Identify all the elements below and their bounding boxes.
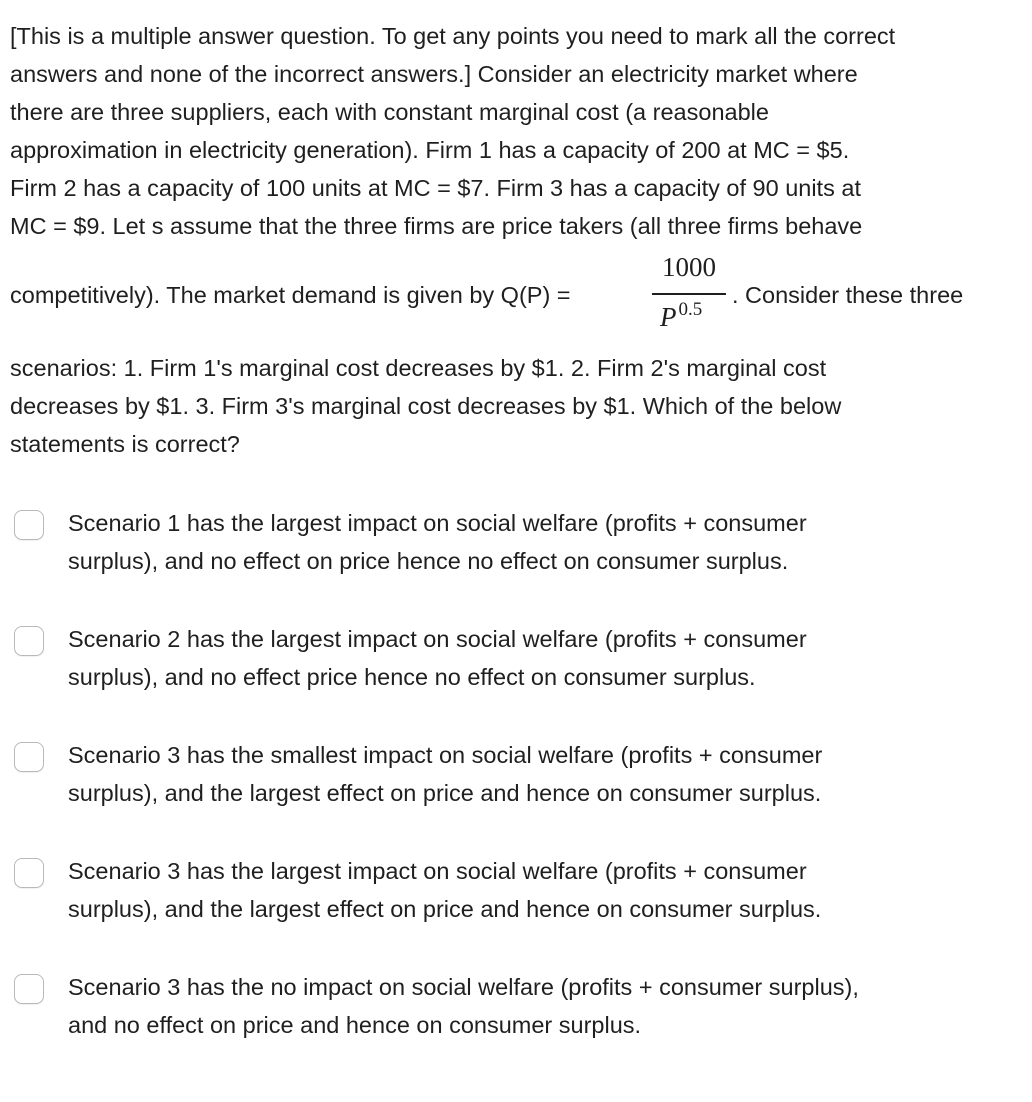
question-line: approximation in electricity generation). Firm 1 has a capacity of 200 at MC = $5. xyxy=(10,137,850,163)
answer-checkbox-3[interactable] xyxy=(14,742,44,772)
answer-option-4[interactable] xyxy=(14,854,1014,934)
question-line: decreases by $1. 3. Firm 3's marginal cost decreases by $1. Which of the below xyxy=(10,393,842,419)
question-line: statements is correct? xyxy=(10,431,240,457)
answer-line: and no effect on price and hence on consumer surplus. xyxy=(68,1012,642,1038)
fraction-bar xyxy=(652,293,726,295)
answer-option-2[interactable] xyxy=(14,622,1014,702)
question-line: answers and none of the incorrect answers.] Consider an electricity market where xyxy=(10,61,858,87)
answer-line: Scenario 3 has the no impact on social welfare (profits + consumer surplus), xyxy=(68,974,859,1000)
answer-line: surplus), and the largest effect on price and hence on consumer surplus. xyxy=(68,780,822,806)
question-line: scenarios: 1. Firm 1's marginal cost decreases by $1. 2. Firm 2's marginal cost xyxy=(10,355,827,381)
answer-line: surplus), and the largest effect on price and hence on consumer surplus. xyxy=(68,896,822,922)
demand-fraction xyxy=(652,250,726,338)
fraction-numerator: 1000 xyxy=(662,252,716,282)
answer-line: surplus), and no effect on price hence no effect on consumer surplus. xyxy=(68,548,789,574)
demand-formula-line xyxy=(10,250,1020,340)
answer-line: Scenario 3 has the largest impact on social welfare (profits + consumer xyxy=(68,858,807,884)
answer-checkbox-4[interactable] xyxy=(14,858,44,888)
question-line: there are three suppliers, each with constant marginal cost (a reasonable xyxy=(10,99,769,125)
question-line: Firm 2 has a capacity of 100 units at MC = $7. Firm 3 has a capacity of 90 units at xyxy=(10,175,861,201)
fraction-denominator xyxy=(660,299,703,336)
answer-option-1[interactable] xyxy=(14,506,1014,586)
formula-suffix: . Consider these three xyxy=(732,282,964,308)
formula-base: P xyxy=(660,302,677,332)
formula-prefix: competitively). The market demand is given by Q(P) = xyxy=(10,282,571,308)
answer-checkbox-1[interactable] xyxy=(14,510,44,540)
answer-line: Scenario 2 has the largest impact on social welfare (profits + consumer xyxy=(68,626,807,652)
answer-line: Scenario 3 has the smallest impact on social welfare (profits + consumer xyxy=(68,742,823,768)
answer-option-5[interactable] xyxy=(14,970,1014,1050)
question-line: MC = $9. Let s assume that the three firms are price takers (all three firms behave xyxy=(10,213,863,239)
answer-checkbox-2[interactable] xyxy=(14,626,44,656)
answer-line: Scenario 1 has the largest impact on social welfare (profits + consumer xyxy=(68,510,807,536)
answer-option-3[interactable] xyxy=(14,738,1014,818)
answer-line: surplus), and no effect price hence no effect on consumer surplus. xyxy=(68,664,756,690)
formula-exponent: 0.5 xyxy=(678,299,703,320)
question-line: [This is a multiple answer question. To get any points you need to mark all the correct xyxy=(10,23,896,49)
answer-checkbox-5[interactable] xyxy=(14,974,44,1004)
